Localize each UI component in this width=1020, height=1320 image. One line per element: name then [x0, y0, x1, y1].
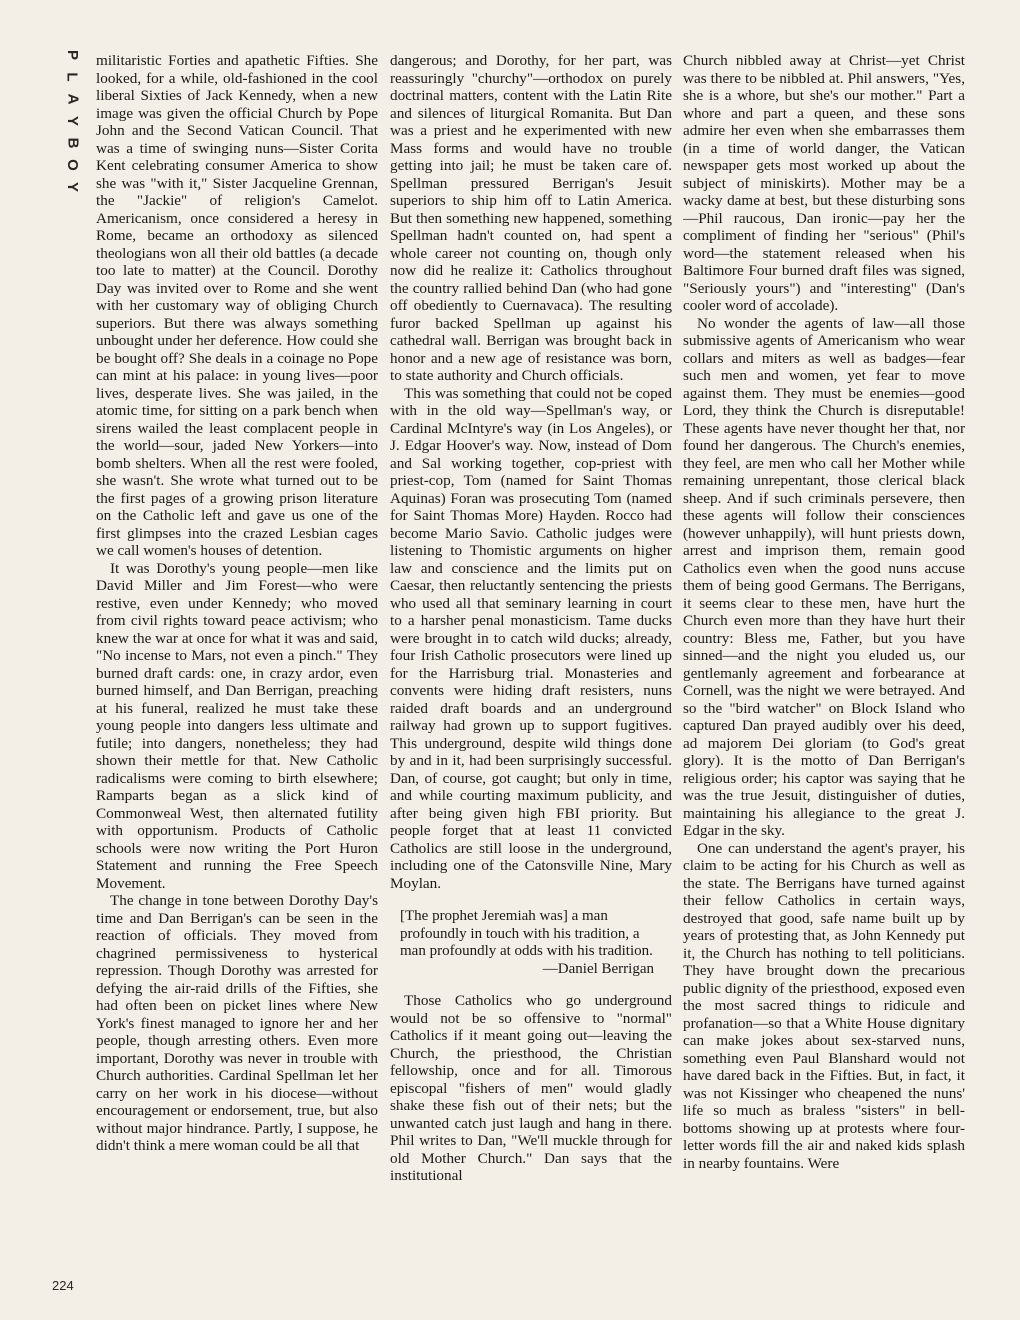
paragraph: One can understand the agent's prayer, his claim to be acting for his Church as well as the state. The Berrigans have turned against their fellow Catholics in certain ways, destroyed that good, safe name built up by years of protesting that, as John Kennedy put it, the Church has nothing to tell politicians. They have brought down the precarious public dignity of the priesthood, exposed even the most sacred things to ridicule and profanation—so that a White House dignitary can make jokes about sex-starved nuns, something even Paul Blanshard would not have dared back in the Fifties. But, in fact, it was not Kissinger who cheapened the nuns' life so much as braless "sisters" in bell-bottoms showing up at protests where four-letter words fill the air and naked kids splash in nearby fountains. Were — [683, 839, 965, 1172]
text-column-3 — [683, 52, 965, 1302]
masthead-letter: B — [64, 137, 81, 149]
paragraph: Those Catholics who go underground would not be so offensive to "normal" Catholics if it meant going out—leaving the Church, the priesthood, the Christian fellowship, once and for all. Timorous episcopal "fishers of men" would gladly shake these fish out of their nets; but the unwanted catch just laugh and hang in there. Phil writes to Dan, "We'll muckle through for old Mother Church." Dan says that the institutional — [390, 992, 672, 1184]
masthead-vertical — [58, 44, 86, 198]
paragraph: Church nibbled away at Christ—yet Christ was there to be nibbled at. Phil answers, "Yes, she is a whore, but she's our mother." Part a whore and part a queen, and these sons admire her even when she embarrasses them (in a time of world danger, the Vatican newspaper gets most worked up about the subject of miniskirts). Mother may be a wacky dame at best, but these disturbing sons—Phil raucous, Dan ironic—pay her the compliment of finding her "serious" (Phil's word—the statement released when his Baltimore Four burned draft files was signed, "Seriously yours") and "interesting" (Dan's cooler word of accolade). — [683, 52, 965, 314]
masthead-letter: L — [63, 72, 81, 82]
paragraph: It was Dorothy's young people—men like David Miller and Jim Forest—who were restive, even under Kennedy; who moved from civil rights toward peace activism; who knew the war at once for what it was and said, "No incense to Mars, not even a pinch." They burned draft cards: one, in crazy ardor, even burned himself, and Dan Berrigan, preaching at his funeral, realized he must take these young people into dangers less ultimate and futile; into dangers, nonetheless; they had shown their mettle for that. New Catholic radicalisms were coming to birth elsewhere; Ramparts began as a slick kind of Commonweal West, then alternated futility with opportunism. Products of Catholic schools were now writing the Port Huron Statement and running the Free Speech Movement. — [96, 559, 378, 892]
paragraph: The change in tone between Dorothy Day's time and Dan Berrigan's can be seen in the reaction of officials. They moved from chagrined permissiveness to hysterical repression. Though Dorothy was arrested for defying the air-raid drills of the Fifties, she had often been on picket lines where New York's finest managed to ignore her and her people, though arresting others. Even more important, Dorothy was never in trouble with Church authorities. Cardinal Spellman let her carry on her work in his diocese—without encouragement or endorsement, true, but also without major hindrance. Partly, I suppose, he didn't think a mere woman could be all that — [96, 892, 378, 1154]
paragraph: dangerous; and Dorothy, for her part, was reassuringly "churchy"—orthodox on purely doctrinal matters, content with the Latin Rite and silences of liturgical Romanita. But Dan was a priest and he experimented with new Mass forms and would have no trouble getting into jail; he must be taken care of. Spellman pressured Berrigan's Jesuit superiors to ship him off to Latin America. But then something new happened, something Spellman hadn't counted on, had spent a whole career not counting on, though only now did he realize it: Catholics throughout the country rallied behind Dan (who had gone off obediently to Cuernavaca). The resulting furor backed Spellman up against his cathedral wall. Berrigan was brought back in honor and a new age of resistance was born, to state authority and Church officials. — [390, 52, 672, 384]
masthead-letter: O — [63, 159, 81, 171]
masthead-letter: Y — [63, 181, 81, 193]
text-column-2 — [390, 52, 672, 1302]
text-column-1 — [96, 52, 378, 1302]
pull-quote-text: [The prophet Jeremiah was] a man profoundly in touch with his tradition, a man profoundly at odds with his tradition. — [400, 908, 653, 959]
masthead-letter: A — [64, 93, 81, 105]
pull-quote — [400, 908, 654, 978]
masthead-letter: Y — [63, 115, 81, 127]
paragraph: militaristic Forties and apathetic Fifties. She looked, for a while, old-fashioned in the cool liberal Sixties of Jack Kennedy, when a new image was given the official Church by Pope John and the Second Vatican Council. That was a time of swinging nuns—Sister Corita Kent celebrating consumer America to show she was "with it," Sister Jacqueline Grennan, the "Jackie" of religion's Camelot. Americanism, once considered a heresy in Rome, became an orthodoxy as silenced theologians won all their old battles (a decade too late to matter) at the Council. Dorothy Day was invited over to Rome and she went with her customary way of obliging Church superiors. But there was always something unbought under her deference. How could she be bought off? She deals in a coinage no Pope can mint at his palace: in young lives—poor lives, desperate lives. She was jailed, in the atomic time, for sitting on a park bench when sirens wailed the least complacent people in the world—sour, jaded New Yorkers—into bomb shelters. When all the rest were fooled, she wasn't. She wrote what turned out to be the first pages of a growing prison literature on the Catholic left and gave us one of the first glimpses into the crazed Lesbian cages we call women's houses of detention. — [96, 52, 378, 559]
masthead-letter: P — [63, 49, 81, 61]
paragraph: This was something that could not be coped with in the old way—Spellman's way, or Cardinal McIntyre's way (in Los Angeles), or J. Edgar Hoover's way. Now, instead of Dom and Sal working together, cop-priest with priest-cop, Tom (named for Saint Thomas Aquinas) Foran was prosecuting Tom (named for Saint Thomas More) Hayden. Rocco had become Mario Savio. Catholic judges were listening to Thomistic arguments on higher law and conscience and the limits put on Caesar, then reluctantly sentencing the priests who used all that seminary learning in court to a harsher penal monasticism. Tame ducks were brought in to catch wild ducks; already, four Irish Catholic prosecutors were lined up for the Harrisburg trial. Monasteries and convents were hiding draft resisters, nuns raided draft boards and an underground railway had grown up to support fugitives. This underground, despite wild things done by and in it, had been surprisingly successful. Dan, of course, got caught; but only in time, and while courting maximum publicity, and after being given high FBI priority. But people forget that at least 11 convicted Catholics are still loose in the underground, including one of the Catonsville Nine, Mary Moylan. — [390, 384, 672, 892]
pull-quote-attribution: —Daniel Berrigan — [542, 960, 654, 977]
page-number: 224 — [52, 1278, 74, 1293]
paragraph: No wonder the agents of law—all those submissive agents of Americanism who wear collars and miters as well as badges—fear such men and women, yet fear to move against them. They must be enemies—good Lord, they think the Church is disreputable! These agents have never thought her that, nor found her dangerous. The Church's enemies, they feel, are men who call her Mother while remaining unrepentant, those clerical black sheep. And if such criminals persevere, then these agents will follow their consciences (however unhappily), will hunt priests down, arrest and imprison them, remain good Catholics even when the good nuns accuse them of being good Germans. The Berrigans, it seems clear to these men, have hurt the Church even more than they have hurt their country: Bless me, Father, but you have sinned—and the night you eluded us, our gentlemanly agreement and forbearance at Cornell, was the night we were betrayed. And so the "bird watcher" on Block Island who captured Dan prayed audibly over his deed, ad majorem Dei gloriam (to God's great glory). It is the motto of Dan Berrigan's religious order; his captor was saying that he was the true Jesuit, distinguisher of duties, maintaining his allegiance to the great J. Edgar in the sky. — [683, 314, 965, 839]
